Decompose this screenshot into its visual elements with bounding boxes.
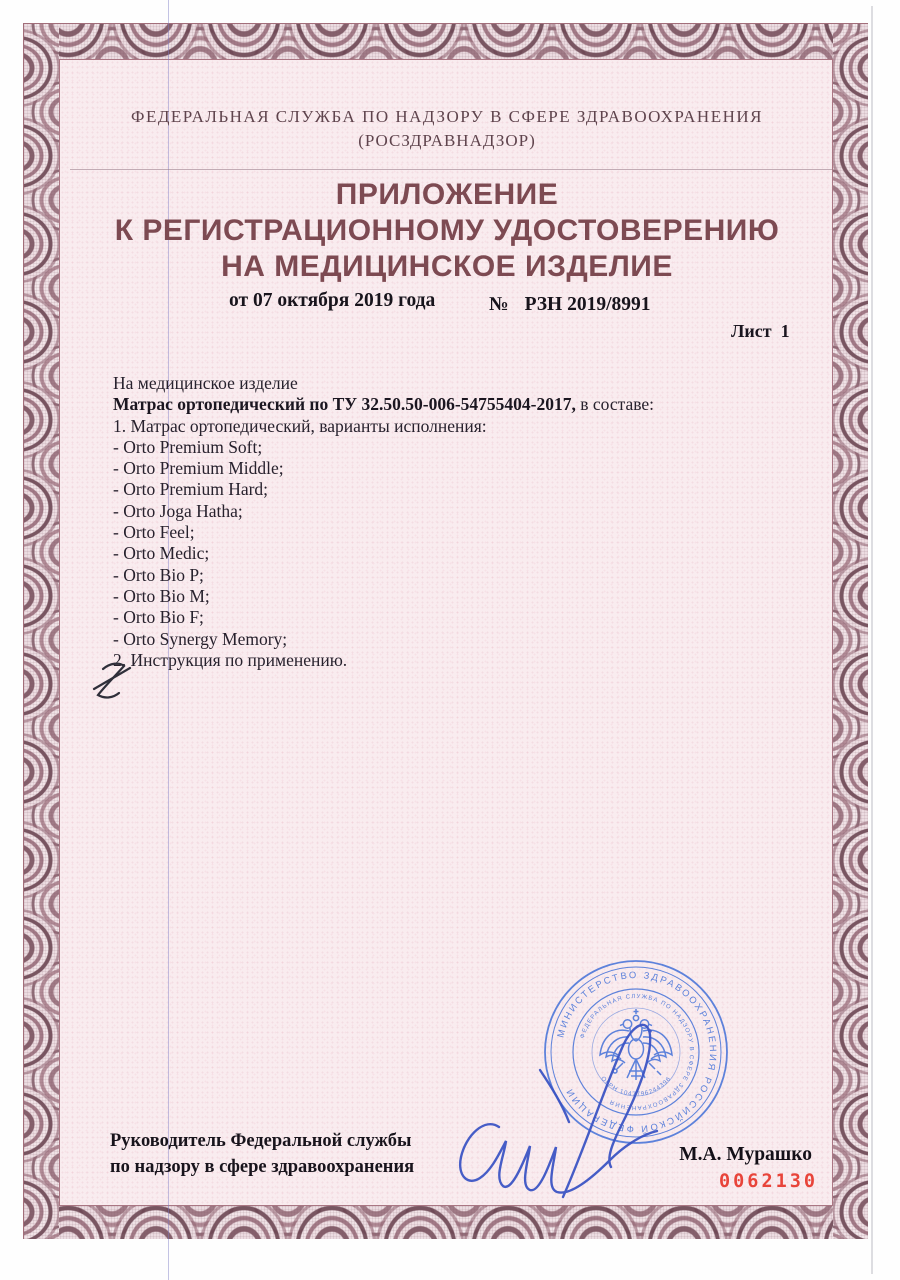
signer-role-line1: Руководитель Федеральной службы [110, 1131, 412, 1151]
signer-role [110, 1129, 414, 1180]
page-edge-shadow [871, 6, 873, 1274]
variant-item: - Orto Joga Hatha; [113, 500, 243, 521]
variant-item: - Orto Medic; [113, 543, 210, 564]
agency-name-line1: ФЕДЕРАЛЬНАЯ СЛУЖБА ПО НАДЗОРУ В СФЕРЕ ЗДРАВООХРАНЕНИЯ [131, 107, 763, 126]
header-divider [70, 169, 832, 170]
variant-item: - Orto Bio F; [113, 607, 204, 628]
product-name: Матрас ортопедический по ТУ 32.50.50-006-54755404-2017, [113, 394, 576, 415]
stamp-ogrn-text: ОГРН 1047796244396 [599, 1075, 673, 1099]
stamp-outer-ring-text: МИНИСТЕРСТВО ЗДРАВООХРАНЕНИЯ РОССИЙСКОЙ ФЕДЕРАЦИИ [554, 968, 720, 1136]
doc-title-line1: ПРИЛОЖЕНИЕ [335, 178, 559, 211]
intro-line: На медицинское изделие [113, 373, 298, 393]
guilloche-border-left [24, 24, 59, 1239]
guilloche-border-bottom [24, 1204, 868, 1239]
list-item-2: 2. Инструкция по применению. [113, 649, 348, 670]
variant-item: - Orto Bio M; [113, 585, 210, 606]
doc-title-line3: НА МЕДИЦИНСКОЕ ИЗДЕЛИЕ [221, 250, 673, 283]
issue-date: от 07 октября 2019 года [229, 290, 436, 311]
body-text [113, 373, 733, 671]
product-tail: в составе: [575, 394, 655, 415]
serial-number: 0062130 [719, 1171, 818, 1192]
variant-item: - Orto Feel; [113, 522, 195, 543]
variant-item: - Orto Premium Hard; [113, 479, 269, 500]
list-item-1: 1. Матрас ортопедический, варианты исполнения: [113, 415, 487, 436]
agency-name-line2: (РОСЗДРАВНАДЗОР) [358, 131, 536, 150]
number-value: РЗН 2019/8991 [524, 294, 651, 315]
stamp-inner-ring-text: ФЕДЕРАЛЬНАЯ СЛУЖБА ПО НАДЗОРУ В СФЕРЕ ЗДРАВООХРАНЕНИЯ [579, 993, 695, 1111]
product-line [113, 394, 733, 415]
signer-name: М.А. Мурашко [679, 1144, 812, 1165]
signer-role-line2: по надзору в сфере здравоохранения [110, 1156, 415, 1177]
number-sign: № [489, 294, 509, 315]
variant-item: - Orto Synergy Memory; [113, 628, 288, 649]
guilloche-border-top [24, 24, 868, 59]
variant-item: - Orto Premium Middle; [113, 458, 284, 479]
sheet-label: Лист 1 [731, 321, 790, 341]
variant-item: - Orto Bio P; [113, 564, 204, 585]
doc-title-line2: К РЕГИСТРАЦИОННОМУ УДОСТОВЕРЕНИЮ [114, 214, 780, 247]
guilloche-border-right [833, 24, 868, 1239]
variant-item: - Orto Premium Soft; [113, 436, 263, 457]
registration-number [489, 294, 651, 316]
